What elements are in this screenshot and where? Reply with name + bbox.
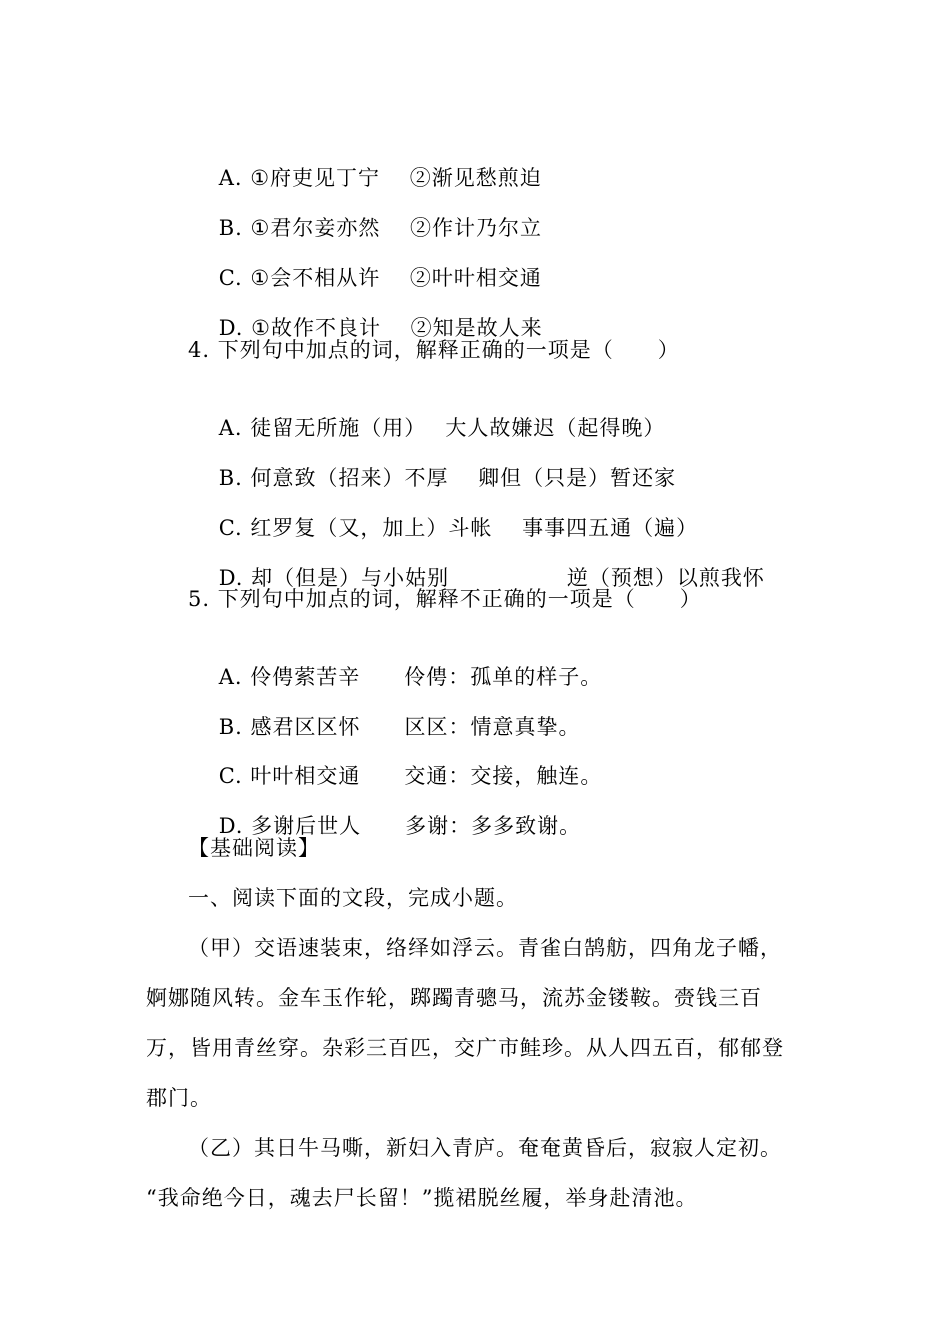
reading-intro: 一、阅读下面的文段，完成小题。 bbox=[188, 886, 518, 910]
passage-jia-line: 郡门。 bbox=[146, 1086, 212, 1110]
passage-yi-line: “我命绝今日，魂去尸长留！”揽裙脱丝履，举身赴清池。 bbox=[146, 1186, 698, 1210]
option-label: C. bbox=[218, 516, 243, 540]
option-text: 却（但是）与小姑别 逆（预想）以煎我怀 bbox=[251, 566, 765, 590]
section-title: 【基础阅读】 bbox=[188, 836, 320, 860]
option-label: D. bbox=[218, 566, 244, 590]
q5-stem: 5. 下列句中加点的词，解释不正确的一项是（ ） bbox=[188, 587, 702, 611]
option-label: D. bbox=[218, 814, 244, 838]
passage-yi-line: （乙）其日牛马嘶，新妇入青庐。奄奄黄昏后，寂寂人定初。 bbox=[188, 1136, 782, 1160]
option-label: B. bbox=[218, 216, 243, 240]
option-text: 伶俜萦苦辛 伶俜：孤单的样子。 bbox=[250, 665, 603, 689]
passage-jia-line: 万，皆用青丝穿。杂彩三百匹，交广市鲑珍。从人四五百，郁郁登 bbox=[146, 1036, 784, 1060]
option-text: 红罗复（又，加上）斗帐 事事四五通（遍） bbox=[250, 516, 699, 540]
option-label: B. bbox=[218, 715, 243, 739]
passage-jia-line: 婀娜随风转。金车玉作轮，踯躅青骢马，流苏金镂鞍。赍钱三百 bbox=[146, 986, 762, 1010]
option-label: A. bbox=[218, 665, 243, 689]
passage-jia-line: （甲）交语速装束，络绎如浮云。青雀白鹄舫，四角龙子幡， bbox=[188, 936, 782, 960]
option-label: A. bbox=[218, 166, 243, 190]
option-label: A. bbox=[218, 416, 243, 440]
option-text: 徒留无所施（用） 大人故嫌迟（起得晚） bbox=[250, 416, 666, 440]
option-text: ①故作不良计 ②知是故人来 bbox=[251, 316, 543, 340]
option-label: D. bbox=[218, 316, 244, 340]
option-text: 感君区区怀 区区：情意真挚。 bbox=[250, 715, 581, 739]
option-label: B. bbox=[218, 466, 243, 490]
option-text: 何意致（招来）不厚 卿但（只是）暂还家 bbox=[250, 466, 677, 490]
option-text: 多谢后世人 多谢：多多致谢。 bbox=[251, 814, 582, 838]
option-text: ①府吏见丁宁 ②渐见愁煎迫 bbox=[250, 166, 542, 190]
option-text: ①会不相从许 ②叶叶相交通 bbox=[250, 266, 542, 290]
option-text: ①君尔妾亦然 ②作计乃尔立 bbox=[250, 216, 543, 240]
option-label: C. bbox=[218, 266, 243, 290]
option-text: 叶叶相交通 交通：交接，触连。 bbox=[250, 764, 603, 788]
q4-stem: 4. 下列句中加点的词，解释正确的一项是（ ） bbox=[188, 338, 680, 362]
option-label: C. bbox=[218, 764, 243, 788]
